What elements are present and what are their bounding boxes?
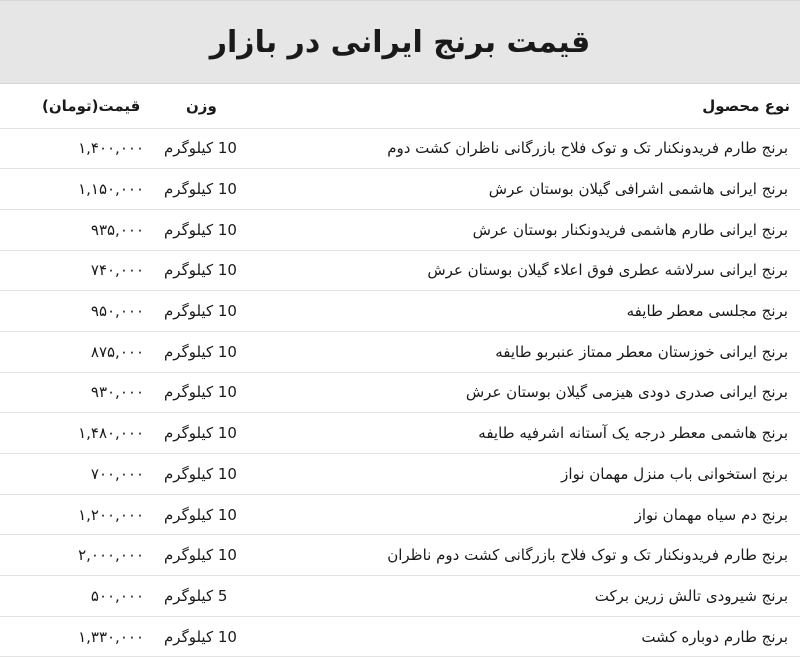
product-name-cell: برنج طارم فریدونکنار تک و توک فلاح بازرگانی ناظران کشت دوم bbox=[277, 128, 800, 169]
price-cell bbox=[0, 535, 160, 576]
weight-cell: 5 کیلوگرم bbox=[160, 576, 277, 617]
price-cell bbox=[0, 331, 160, 372]
price-value: ۲,۰۰۰,۰۰۰ bbox=[78, 546, 144, 565]
product-name-cell: برنج هاشمی معطر درجه یک آستانه اشرفیه طایفه bbox=[277, 413, 800, 454]
price-cell bbox=[0, 209, 160, 250]
product-name-cell: برنج ایرانی صدری دودی هیزمی گیلان بوستان عرش bbox=[277, 372, 800, 413]
price-cell bbox=[0, 494, 160, 535]
table-row bbox=[0, 454, 800, 495]
price-value: ۹۵۰,۰۰۰ bbox=[90, 302, 144, 321]
price-cell bbox=[0, 291, 160, 332]
product-name-cell: برنج ایرانی خوزستان معطر ممتاز عنبربو طایفه bbox=[277, 331, 800, 372]
product-name-cell: برنج ایرانی سرلاشه عطری فوق اعلاء گیلان بوستان عرش bbox=[277, 250, 800, 291]
weight-cell: 10 کیلوگرم bbox=[160, 616, 277, 657]
table-row bbox=[0, 169, 800, 210]
weight-cell: 10 کیلوگرم bbox=[160, 291, 277, 332]
price-value: ۱,۳۳۰,۰۰۰ bbox=[78, 627, 144, 646]
header-price-label: قیمت(تومان) bbox=[42, 96, 141, 115]
product-name-cell: برنج طارم دوباره کشت bbox=[277, 616, 800, 657]
weight-cell: 10 کیلوگرم bbox=[160, 331, 277, 372]
price-cell bbox=[0, 576, 160, 617]
price-value: ۷۴۰,۰۰۰ bbox=[90, 261, 144, 280]
weight-cell: 10 کیلوگرم bbox=[160, 169, 277, 210]
weight-cell: 10 کیلوگرم bbox=[160, 494, 277, 535]
weight-cell: 10 کیلوگرم bbox=[160, 454, 277, 495]
header-weight: وزن bbox=[160, 84, 277, 128]
product-name-cell: برنج ایرانی هاشمی اشرافی گیلان بوستان عرش bbox=[277, 169, 800, 210]
price-table bbox=[0, 84, 800, 657]
product-name-cell: برنج مجلسی معطر طایفه bbox=[277, 291, 800, 332]
table-row bbox=[0, 616, 800, 657]
table-row bbox=[0, 291, 800, 332]
table-header-row bbox=[0, 84, 800, 128]
header-price bbox=[0, 84, 160, 128]
price-cell bbox=[0, 454, 160, 495]
product-name-cell: برنج دم سیاه مهمان نواز bbox=[277, 494, 800, 535]
weight-cell: 10 کیلوگرم bbox=[160, 372, 277, 413]
product-name-cell: برنج طارم فریدونکنار تک و توک فلاح بازرگانی کشت دوم ناظران bbox=[277, 535, 800, 576]
price-cell bbox=[0, 616, 160, 657]
weight-cell: 10 کیلوگرم bbox=[160, 250, 277, 291]
price-value: ۱,۲۰۰,۰۰۰ bbox=[78, 505, 144, 524]
table-row bbox=[0, 413, 800, 454]
price-cell bbox=[0, 169, 160, 210]
weight-cell: 10 کیلوگرم bbox=[160, 128, 277, 169]
table-body bbox=[0, 128, 800, 657]
table-row bbox=[0, 209, 800, 250]
weight-cell: 10 کیلوگرم bbox=[160, 535, 277, 576]
weight-cell: 10 کیلوگرم bbox=[160, 413, 277, 454]
price-cell bbox=[0, 413, 160, 454]
title-bar bbox=[0, 0, 800, 84]
product-name-cell: برنج استخوانی باب منزل مهمان نواز bbox=[277, 454, 800, 495]
header-product-type: نوع محصول bbox=[277, 84, 800, 128]
page-title: قیمت برنج ایرانی در بازار bbox=[209, 24, 591, 60]
price-cell bbox=[0, 372, 160, 413]
price-value: ۱,۱۵۰,۰۰۰ bbox=[78, 180, 144, 199]
product-name-cell: برنج ایرانی طارم هاشمی فریدونکنار بوستان عرش bbox=[277, 209, 800, 250]
table-row bbox=[0, 250, 800, 291]
table-row bbox=[0, 494, 800, 535]
price-value: ۱,۴۰۰,۰۰۰ bbox=[78, 139, 144, 158]
price-value: ۱,۴۸۰,۰۰۰ bbox=[78, 424, 144, 443]
weight-cell: 10 کیلوگرم bbox=[160, 209, 277, 250]
price-value: ۵۰۰,۰۰۰ bbox=[90, 586, 144, 605]
price-value: ۹۳۰,۰۰۰ bbox=[90, 383, 144, 402]
table-row bbox=[0, 128, 800, 169]
price-value: ۷۰۰,۰۰۰ bbox=[90, 464, 144, 483]
price-cell bbox=[0, 128, 160, 169]
price-value: ۹۳۵,۰۰۰ bbox=[90, 220, 144, 239]
table-row bbox=[0, 576, 800, 617]
price-value: ۸۷۵,۰۰۰ bbox=[90, 342, 144, 361]
table-row bbox=[0, 372, 800, 413]
product-name-cell: برنج شیرودی تالش زرین برکت bbox=[277, 576, 800, 617]
price-cell bbox=[0, 250, 160, 291]
table-row bbox=[0, 331, 800, 372]
table-row bbox=[0, 535, 800, 576]
